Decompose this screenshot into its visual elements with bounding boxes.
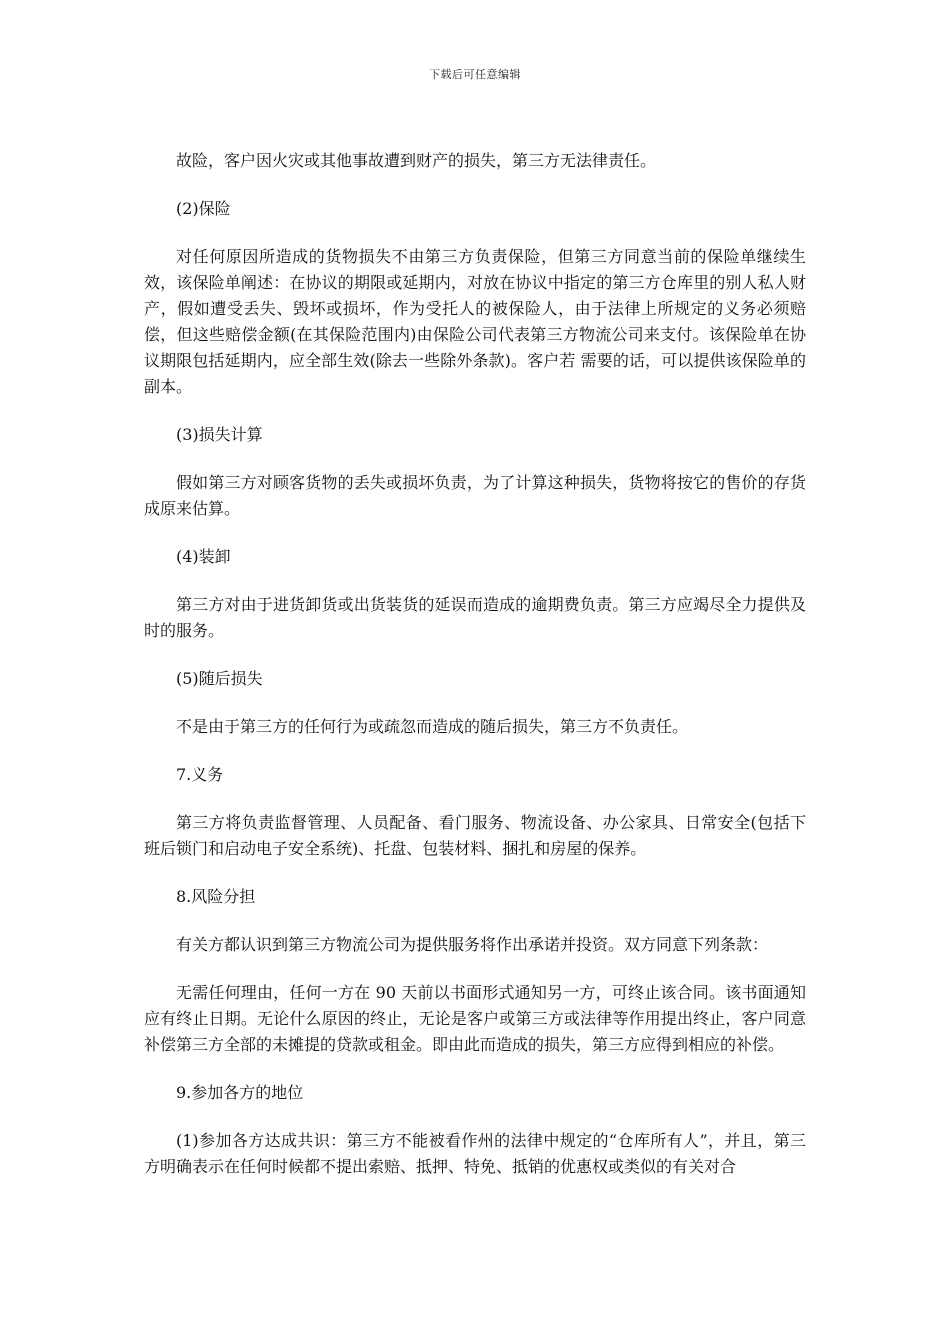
heading-handling: (4)装卸 [176,547,231,566]
page-header: 下载后可任意编辑 [429,68,521,81]
paragraph-handling: 第三方对由于进货卸货或出货装货的延误而造成的逾期费负责。第三方应竭尽全力提供及时的服务。 [144,595,806,640]
paragraph-risk-sharing: 有关方都认识到第三方物流公司为提供服务将作出承诺并投资。双方同意下列条款： [176,935,769,954]
paragraph-party-status: (1)参加各方达成共识：第三方不能被看作州的法律中规定的“仓库所有人”，并且，第三方明确表示在任何时候都不提出索赔、抵押、特免、抵销的优惠权或类似的有关对合 [144,1131,806,1176]
paragraph-loss-calculation: 假如第三方对顾客货物的丢失或损坏负责，为了计算这种损失，货物将按它的售价的存货成原来估算。 [144,473,806,518]
heading-obligations: 7.义务 [176,765,224,784]
heading-loss-calculation: (3)损失计算 [176,425,263,444]
paragraph-consequential-loss: 不是由于第三方的任何行为或疏忽而造成的随后损失，第三方不负责任。 [176,717,689,736]
paragraph-obligations: 第三方将负责监督管理、人员配备、看门服务、物流设备、办公家具、日常安全(包括下班后锁门和启动电子安全系统)、托盘、包装材料、捆扎和房屋的保养。 [144,813,806,858]
heading-insurance: (2)保险 [176,199,231,218]
heading-party-status: 9.参加各方的地位 [176,1083,304,1102]
heading-risk-sharing: 8.风险分担 [176,887,256,906]
paragraph-insurance-tail: 故险，客户因火灾或其他事故遭到财产的损失，第三方无法律责任。 [176,151,657,170]
paragraph-termination: 无需任何理由，任何一方在 90 天前以书面形式通知另一方，可终止该合同。该书面通知应有终止日期。无论什么原因的终止，无论是客户或第三方或法律等作用提出终止，客户同意补偿第三方全部的未摊提的贷款或租金。即由此而造成的损失，第三方应得到相应的补偿。 [144,983,806,1054]
paragraph-insurance: 对任何原因所造成的货物损失不由第三方负责保险，但第三方同意当前的保险单继续生效，该保险单阐述：在协议的期限或延期内，对放在协议中指定的第三方仓库里的别人私人财产，假如遭受丢失、毁坏或损坏，作为受托人的被保险人，由于法律上所规定的义务必须赔偿，但这些赔偿金额(在其保险范围内)由保险公司代表第三方物流公司来支付。该保险单在协议期限包括延期内，应全部生效(除去一些除外条款)。客户若 需要的话，可以提供该保险单的副本。 [144,247,806,396]
document-body [144,148,806,1180]
heading-consequential-loss: (5)随后损失 [176,669,263,688]
